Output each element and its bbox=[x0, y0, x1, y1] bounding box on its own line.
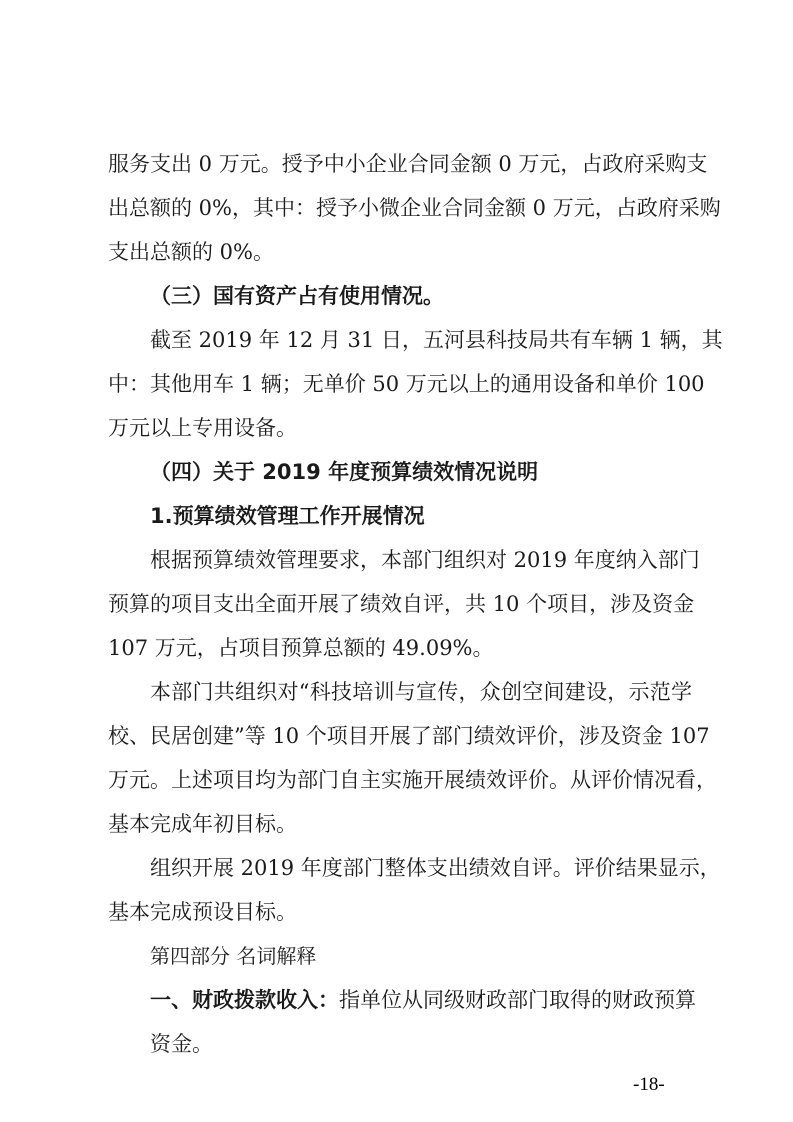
definition-text: 指单位从同级财政部门取得的财政预算 bbox=[339, 988, 696, 1012]
paragraph-line: 万元以上专用设备。 bbox=[108, 416, 297, 440]
paragraph-line: 基本完成预设目标。 bbox=[108, 900, 297, 924]
paragraph-line: 截至 2019 年 12 月 31 日，五河县科技局共有车辆 1 辆，其 bbox=[150, 328, 723, 352]
definition-term: 一、财政拨款收入： bbox=[150, 988, 339, 1012]
section-heading: （三）国有资产占有使用情况。 bbox=[150, 284, 444, 308]
paragraph-line: 支出总额的 0%。 bbox=[108, 240, 274, 264]
page-number: -18- bbox=[633, 1074, 665, 1095]
paragraph-line: 基本完成年初目标。 bbox=[108, 812, 297, 836]
paragraph-line: 预算的项目支出全面开展了绩效自评，共 10 个项目，涉及资金 bbox=[108, 592, 695, 616]
definition-continuation: 资金。 bbox=[150, 1032, 213, 1056]
paragraph-line: 万元。上述项目均为部门自主实施开展绩效评价。从评价情况看， bbox=[108, 768, 717, 792]
paragraph-line: 校、民居创建”等 10 个项目开展了部门绩效评价，涉及资金 107 bbox=[108, 724, 710, 748]
paragraph-line: 服务支出 0 万元。授予中小企业合同金额 0 万元，占政府采购支 bbox=[108, 152, 708, 176]
paragraph-line: 107 万元，占项目预算总额的 49.09%。 bbox=[108, 636, 494, 660]
paragraph-line: 本部门共组织对“科技培训与宣传，众创空间建设，示范学 bbox=[150, 680, 692, 704]
paragraph-line: 根据预算绩效管理要求，本部门组织对 2019 年度纳入部门 bbox=[150, 548, 700, 572]
definition-line bbox=[150, 986, 696, 1014]
part-heading: 第四部分 名词解释 bbox=[150, 944, 317, 968]
paragraph-line: 组织开展 2019 年度部门整体支出绩效自评。评价结果显示， bbox=[150, 856, 721, 880]
section-heading: （四）关于 2019 年度预算绩效情况说明 bbox=[150, 460, 539, 484]
paragraph-line: 出总额的 0%，其中：授予小微企业合同金额 0 万元，占政府采购 bbox=[108, 196, 721, 220]
subsection-heading: 1.预算绩效管理工作开展情况 bbox=[150, 504, 425, 528]
paragraph-line: 中：其他用车 1 辆；无单价 50 万元以上的通用设备和单价 100 bbox=[108, 372, 705, 396]
